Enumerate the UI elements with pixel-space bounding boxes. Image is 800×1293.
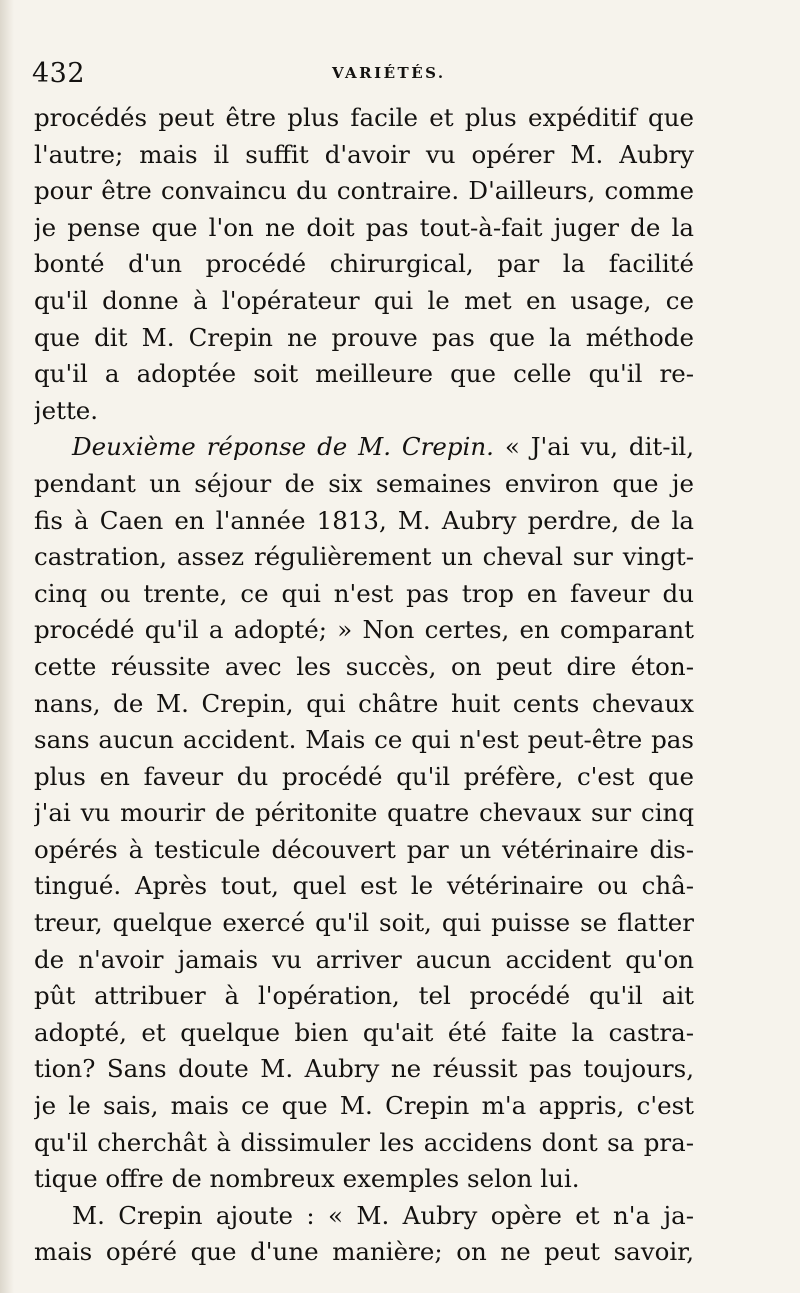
paragraph-3 <box>34 1198 694 1271</box>
text-line: fis à Caen en l'année 1813, M. Aubry perdre, de la <box>34 505 694 535</box>
text-line: pendant un séjour de six semaines environ que je <box>34 468 694 498</box>
text-line: plus en faveur du procédé qu'il préfère, c'est que <box>34 761 694 791</box>
text-line: pût attribuer à l'opération, tel procédé qu'il ait <box>34 981 694 1011</box>
text-run: « J'ai vu, dit-il, <box>493 432 694 462</box>
text-line: mais opéré que d'une manière; on ne peut savoir, <box>34 1237 694 1267</box>
text-line: bonté d'un procédé chirurgical, par la facilité <box>34 249 694 279</box>
italic-heading: Deuxième réponse de M. Crepin. <box>72 432 494 462</box>
text-line: pour être convaincu du contraire. D'ailleurs, comme <box>34 176 694 206</box>
text-line: treur, quelque exercé qu'il soit, qui puisse se flatter <box>34 908 694 938</box>
text-line: jette. <box>34 395 99 425</box>
paragraph-1 <box>34 100 694 429</box>
text-line: tingué. Après tout, quel est le vétérinaire ou châ- <box>34 871 694 901</box>
text-line: de n'avoir jamais vu arriver aucun accident qu'on <box>34 944 694 974</box>
page-header <box>32 58 702 98</box>
text-line: procédés peut être plus facile et plus expéditif que <box>34 103 694 132</box>
page-number: 432 <box>32 58 86 89</box>
text-line: procédé qu'il a adopté; » Non certes, en comparant <box>34 615 694 645</box>
text-line: tion? Sans doute M. Aubry ne réussit pas toujours, <box>34 1054 694 1084</box>
text-line: adopté, et quelque bien qu'ait été faite la castra- <box>34 1017 694 1047</box>
text-line: je le sais, mais ce que M. Crepin m'a appris, c'est <box>34 1091 694 1121</box>
text-line: M. Crepin ajoute : « M. Aubry opère et n'a ja- <box>72 1200 694 1230</box>
text-line: sans aucun accident. Mais ce qui n'est peut-être pas <box>34 725 694 755</box>
text-line: nans, de M. Crepin, qui châtre huit cents chevaux <box>34 688 694 718</box>
text-line: opérés à testicule découvert par un vétérinaire dis- <box>34 834 694 864</box>
body-text <box>34 100 694 1271</box>
text-line-first <box>34 429 694 466</box>
text-line: qu'il a adoptée soit meilleure que celle qu'il re- <box>34 359 694 389</box>
page-gutter-shadow <box>0 0 14 1293</box>
text-line: je pense que l'on ne doit pas tout-à-fait juger de la <box>34 212 694 242</box>
text-line: j'ai vu mourir de péritonite quatre chevaux sur cinq <box>34 798 694 828</box>
text-line: qu'il donne à l'opérateur qui le met en usage, ce <box>34 285 694 315</box>
text-line: cinq ou trente, ce qui n'est pas trop en faveur du <box>34 578 694 608</box>
text-line: castration, assez régulièrement un cheval sur vingt- <box>34 542 694 572</box>
text-line: tique offre de nombreux exemples selon lui. <box>34 1164 580 1194</box>
running-head: VARIÉTÉS. <box>332 64 446 82</box>
text-line: l'autre; mais il suffit d'avoir vu opérer M. Aubry <box>34 139 694 169</box>
paragraph-2 <box>34 429 694 1197</box>
text-line: que dit M. Crepin ne prouve pas que la méthode <box>34 322 694 352</box>
text-line: qu'il cherchât à dissimuler les accidens dont sa pra- <box>34 1127 694 1157</box>
text-line: cette réussite avec les succès, on peut dire éton- <box>34 651 694 681</box>
